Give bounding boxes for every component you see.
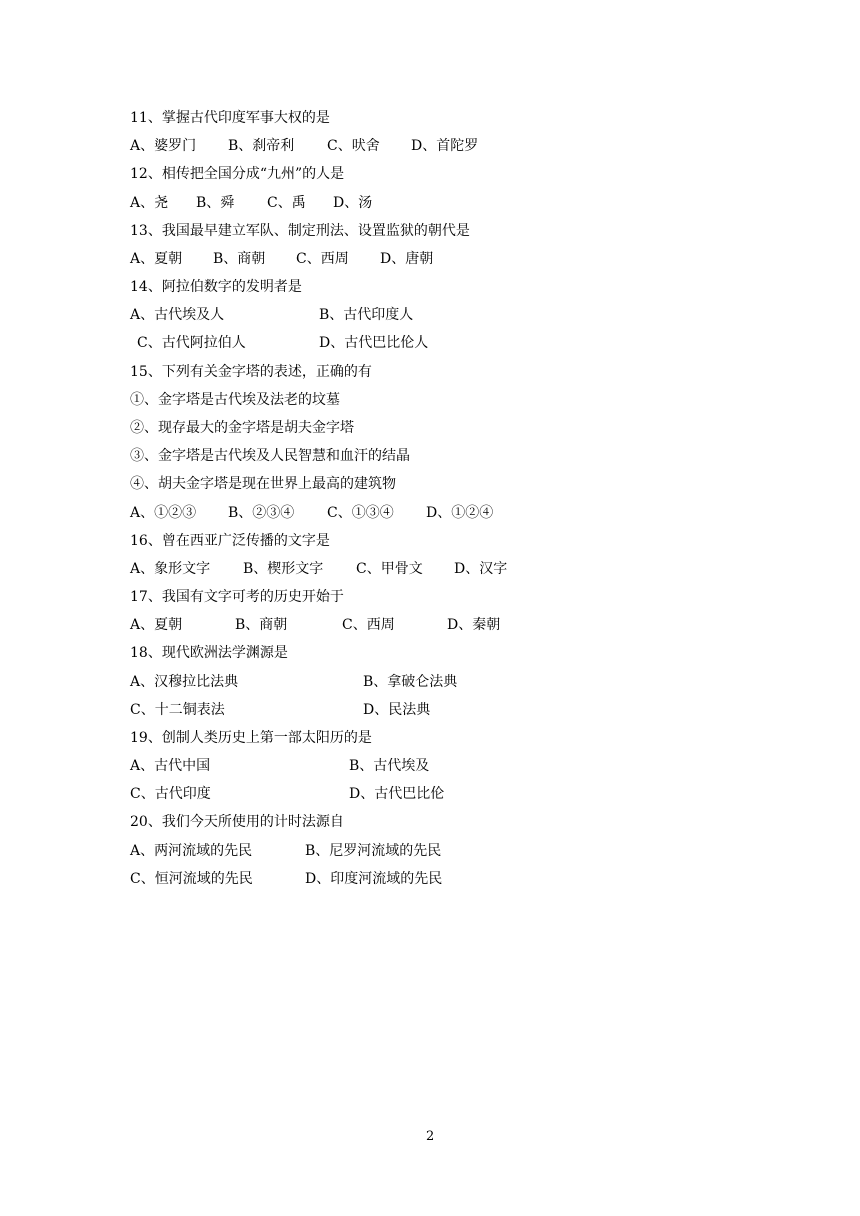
option: D、民法典 — [363, 702, 431, 718]
option: D、汉字 — [454, 561, 508, 577]
option: D、古代巴比伦 — [349, 786, 445, 802]
option: A、①②③ — [130, 505, 197, 521]
option: C、西周 — [296, 251, 349, 267]
option: A、象形文字 — [130, 561, 211, 577]
option: D、①②④ — [426, 505, 494, 521]
option: A、两河流域的先民 — [130, 843, 253, 859]
option: B、楔形文字 — [243, 561, 324, 577]
question-stem: 14、阿拉伯数字的发明者是 — [130, 279, 302, 295]
option: B、②③④ — [228, 505, 295, 521]
option: D、唐朝 — [380, 251, 434, 267]
option: B、舜 — [196, 195, 235, 211]
option: A、夏朝 — [130, 617, 183, 633]
option: A、婆罗门 — [130, 138, 197, 154]
option: A、夏朝 — [130, 251, 183, 267]
option: C、禹 — [267, 195, 306, 211]
option: A、尧 — [130, 195, 169, 211]
option: C、吠舍 — [327, 138, 380, 154]
option: B、古代印度人 — [319, 307, 414, 323]
option: A、古代埃及人 — [130, 307, 225, 323]
option: C、恒河流域的先民 — [130, 871, 253, 887]
option: C、古代印度 — [130, 786, 211, 802]
statement: ①、金字塔是古代埃及法老的坟墓 — [130, 392, 340, 408]
question-stem: 11、掌握古代印度军事大权的是 — [130, 110, 330, 126]
option: D、汤 — [333, 195, 373, 211]
question-stem: 13、我国最早建立军队、制定刑法、设置监狱的朝代是 — [130, 223, 470, 239]
question-stem: 15、下列有关金字塔的表述，正确的有 — [130, 364, 372, 380]
statement: ②、现存最大的金字塔是胡夫金字塔 — [130, 420, 354, 436]
option: D、首陀罗 — [411, 138, 479, 154]
option: B、古代埃及 — [349, 758, 430, 774]
question-stem: 16、曾在西亚广泛传播的文字是 — [130, 533, 330, 549]
option: C、西周 — [342, 617, 395, 633]
page-number: 2 — [426, 1129, 435, 1144]
option: D、古代巴比伦人 — [319, 335, 429, 351]
option: C、①③④ — [327, 505, 394, 521]
statement: ③、金字塔是古代埃及人民智慧和血汗的结晶 — [130, 448, 410, 464]
question-stem: 20、我们今天所使用的计时法源自 — [130, 814, 344, 830]
option: B、尼罗河流域的先民 — [305, 843, 442, 859]
option: B、商朝 — [213, 251, 266, 267]
option: C、甲骨文 — [356, 561, 423, 577]
question-stem: 12、相传把全国分成“九州”的人是 — [130, 166, 345, 182]
option: C、古代阿拉伯人 — [137, 335, 246, 351]
option: B、刹帝利 — [228, 138, 295, 154]
question-stem: 17、我国有文字可考的历史开始于 — [130, 589, 344, 605]
option: C、十二铜表法 — [130, 702, 225, 718]
option: A、古代中国 — [130, 758, 211, 774]
question-stem: 18、现代欧洲法学渊源是 — [130, 645, 288, 661]
option: B、拿破仑法典 — [363, 674, 458, 690]
option: A、汉穆拉比法典 — [130, 674, 239, 690]
option: B、商朝 — [235, 617, 288, 633]
statement: ④、胡夫金字塔是现在世界上最高的建筑物 — [130, 476, 396, 492]
option: D、印度河流域的先民 — [305, 871, 443, 887]
question-stem: 19、创制人类历史上第一部太阳历的是 — [130, 730, 372, 746]
option: D、秦朝 — [447, 617, 501, 633]
